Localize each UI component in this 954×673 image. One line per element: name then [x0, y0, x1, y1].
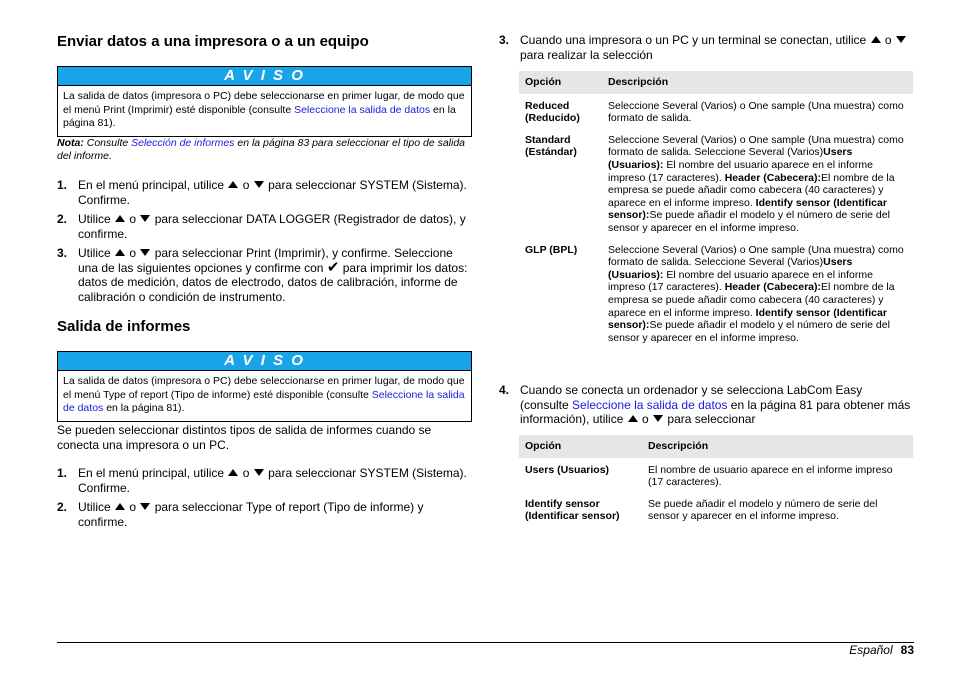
option-description: Se puede añadir el modelo y número de serie del sensor y aparecer en el informe impreso. [648, 497, 878, 523]
step-number: 1. [57, 466, 68, 480]
step-1 [57, 466, 472, 495]
link-select-data-output[interactable]: Seleccione la salida de datos [63, 388, 465, 414]
description-text: El nombre del usuario aparece en el informe impreso (17 caracteres). [608, 158, 873, 184]
notice-header: A V I S O [58, 67, 471, 86]
note-text: Consulte [83, 137, 132, 149]
table-row [519, 238, 913, 348]
link-select-reports[interactable]: Selección de informes [131, 137, 235, 149]
up-arrow-icon [115, 215, 125, 222]
step-number: 3. [499, 33, 510, 47]
step-text: para realizar la selección [520, 47, 653, 62]
option-name: Standard (Estándar) [525, 133, 577, 159]
down-arrow-icon [140, 249, 150, 256]
down-arrow-icon [653, 415, 663, 422]
options-table-labcom [519, 435, 913, 526]
description-term: Users (Usuarios): [608, 146, 853, 171]
option-description [602, 128, 913, 238]
option-description: El nombre de usuario aparece en el informe impreso (17 caracteres). [648, 463, 893, 489]
step-number: 3. [57, 246, 68, 260]
description-text: El nombre de la empresa se puede añadir como cabecera (40 caracteres) y aparece en el informe impreso. [608, 171, 895, 209]
table-row [519, 458, 913, 492]
notice-box-report [57, 351, 472, 422]
step-text: o [239, 466, 253, 480]
footer-rule [57, 642, 914, 643]
description-text: Seleccione Several (Varios) o One sample (Una muestra) como formato de salida. Seleccione Several (Varios) [608, 243, 904, 269]
description-term: Header (Cabecera): [724, 281, 822, 294]
step-text: Utilice [78, 212, 115, 226]
notice-header: A V I S O [58, 352, 471, 371]
step-text: para seleccionar DATA LOGGER (Registrador de datos), y confirme. [78, 212, 466, 241]
step-text: En el menú principal, utilice [78, 466, 228, 480]
page-footer [849, 642, 914, 658]
option-name: Identify sensor (Identificar sensor) [525, 497, 620, 523]
option-name: Users (Usuarios) [525, 463, 610, 476]
step-text: para seleccionar SYSTEM (Sistema). Confirme. [78, 466, 467, 495]
description-term: Identify sensor (Identificar sensor): [608, 196, 887, 222]
page-number: 83 [900, 643, 914, 657]
step-number: 4. [499, 383, 510, 397]
description-term: Users (Usuarios): [608, 256, 853, 281]
notice-text: La salida de datos (impresora o PC) debe seleccionarse en primer lugar, de modo que el menú Print (Imprimir) esté disponible (consulte [63, 90, 465, 116]
description-term: Identify sensor (Identificar sensor): [608, 306, 887, 332]
step-text: o [126, 246, 140, 260]
option-description [602, 94, 913, 128]
up-arrow-icon [871, 36, 881, 43]
description-text: Seleccione Several (Varios) o One sample (Una muestra) como formato de salida. Seleccione Several (Varios) [608, 133, 904, 159]
step-text: para seleccionar [664, 412, 756, 426]
down-arrow-icon [254, 181, 264, 188]
step-2 [57, 212, 472, 241]
section-title-report-output: Salida de informes [57, 318, 191, 335]
table-row [519, 128, 913, 238]
notice-body [58, 371, 471, 421]
step-2 [57, 500, 472, 529]
step-text: o [126, 212, 140, 226]
step-3 [499, 33, 914, 62]
link-select-data-output[interactable]: Seleccione la salida de datos [572, 397, 728, 412]
column-header: Descripción [602, 71, 913, 94]
notice-text: La salida de datos (impresora o PC) debe seleccionarse en primer lugar, de modo que el menú Type of report (Tipo de informe) esté disponible (consulte [63, 375, 465, 401]
step-text: para seleccionar Print (Imprimir), y confirme. Seleccione una de las siguientes opciones y confirme con [78, 246, 453, 275]
step-3 [57, 246, 472, 304]
footer-language: Español [849, 643, 893, 657]
step-number: 2. [57, 212, 68, 226]
down-arrow-icon [140, 503, 150, 510]
step-text: Utilice [78, 246, 115, 260]
up-arrow-icon [228, 181, 238, 188]
up-arrow-icon [115, 249, 125, 256]
table-header-row [519, 435, 913, 458]
step-text: Utilice [78, 500, 115, 514]
notice-text-end: en la página 81). [63, 103, 456, 129]
step-text: para seleccionar SYSTEM (Sistema). Confirme. [78, 178, 467, 207]
description-text: Se puede añadir el modelo y el número de serie del sensor y aparecer en el informe impreso. [608, 319, 890, 344]
notice-box-print [57, 66, 472, 137]
step-text: o [638, 412, 653, 426]
up-arrow-icon [228, 469, 238, 476]
table-row [519, 492, 913, 526]
option-description [602, 238, 913, 348]
link-select-data-output[interactable]: Seleccione la salida de datos [294, 103, 431, 116]
note-text-end: en la página 83 para seleccionar el tipo de salida del informe. [57, 137, 466, 162]
checkmark-icon: ✔ [326, 258, 340, 276]
step-text: Cuando una impresora o un PC y un terminal se conectan, utilice [520, 33, 870, 47]
options-table-output-format [519, 71, 913, 347]
column-header: Opción [519, 71, 602, 94]
down-arrow-icon [896, 36, 906, 43]
step-text: o [881, 33, 895, 47]
section-title-send-data: Enviar datos a una impresora o a un equipo [57, 33, 369, 50]
note-label: Nota: [57, 137, 84, 149]
column-header: Opción [519, 435, 642, 458]
step-4 [499, 383, 914, 427]
step-text: para imprimir los datos: datos de medición, datos de electrodo, datos de calibración, informe de calibración o condición de instrumento. [78, 260, 468, 304]
description-text: El nombre del usuario aparece en el informe impreso (17 caracteres). [608, 268, 873, 294]
table-header-row [519, 71, 913, 94]
down-arrow-icon [140, 215, 150, 222]
column-header: Descripción [642, 435, 913, 458]
down-arrow-icon [254, 469, 264, 476]
step-text: Cuando se conecta un ordenador y se selecciona LabCom Easy (consulte [520, 383, 863, 412]
up-arrow-icon [628, 415, 638, 422]
note [57, 137, 472, 163]
description-text: Se puede añadir el modelo y el número de serie del sensor y aparecer en el informe impreso. [608, 209, 890, 234]
description-term: Header (Cabecera): [724, 171, 822, 184]
table-row [519, 94, 913, 128]
step-number: 2. [57, 500, 68, 514]
step-text: En el menú principal, utilice [78, 178, 228, 192]
description-text: Seleccione Several (Varios) o One sample (Una muestra) como formato de salida. [608, 99, 904, 125]
step-text: para seleccionar Type of report (Tipo de informe) y confirme. [78, 500, 424, 529]
option-name: Reduced (Reducido) [525, 99, 580, 125]
step-text: o [126, 500, 140, 514]
step-text: o [239, 178, 253, 192]
step-number: 1. [57, 178, 68, 192]
notice-body [58, 86, 471, 136]
step-1 [57, 178, 472, 207]
intro-paragraph: Se pueden seleccionar distintos tipos de salida de informes cuando se conecta una impresora o un PC. [57, 423, 432, 452]
notice-text-end: en la página 81). [103, 402, 185, 414]
description-text: El nombre de la empresa se puede añadir como cabecera (40 caracteres) y aparece en el informe impreso. [608, 281, 895, 319]
option-name: GLP (BPL) [525, 243, 578, 256]
step-text: en la página 81 para obtener más información), utilice [520, 397, 911, 426]
up-arrow-icon [115, 503, 125, 510]
